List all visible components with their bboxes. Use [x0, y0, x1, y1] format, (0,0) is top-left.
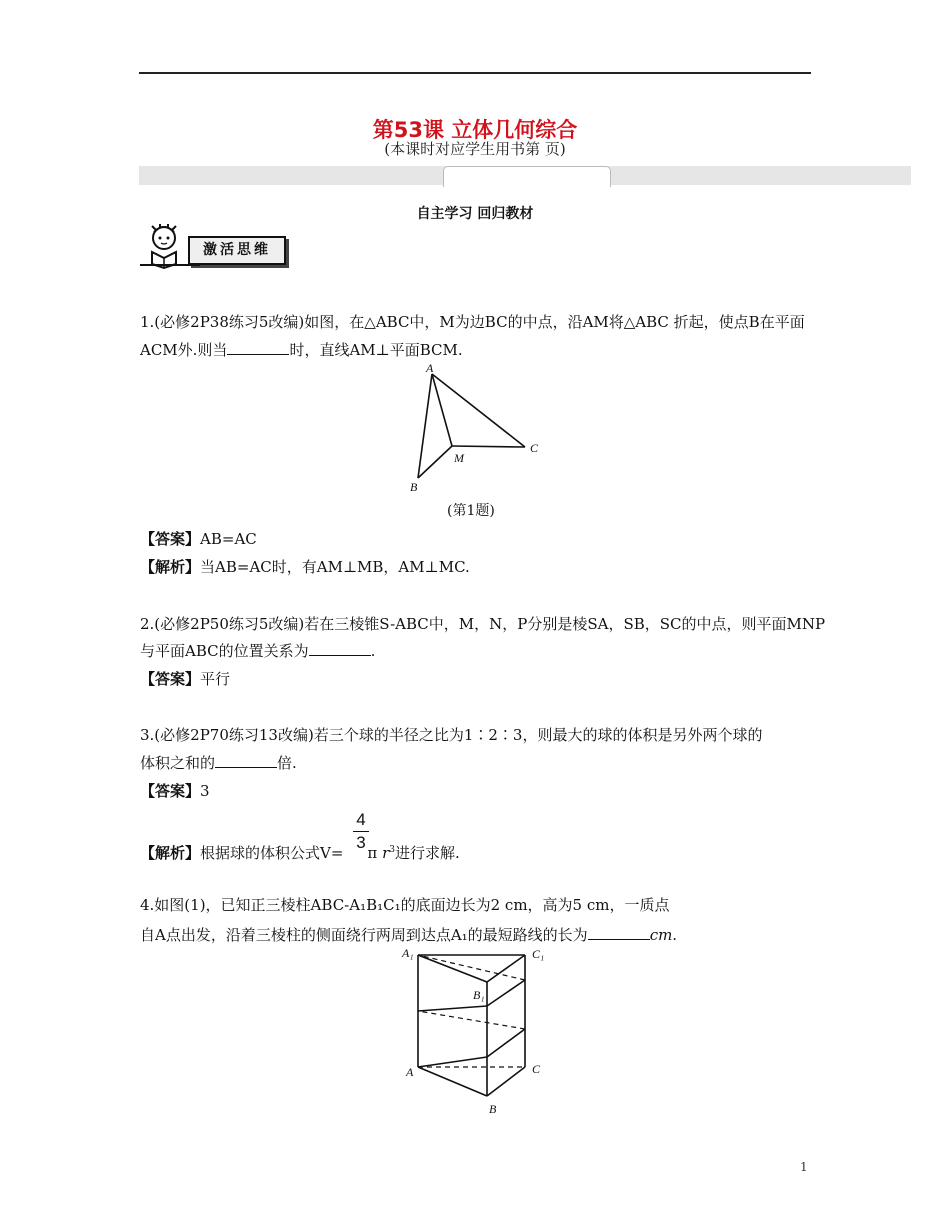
q4-line1: 4.如图(1)，已知正三棱柱ABC-A₁B₁C₁的底面边长为2 cm，高为5 cm，一质点 [140, 896, 670, 914]
q1-figure [400, 360, 550, 495]
q1-edge-bm [418, 446, 452, 478]
page-subtitle: (本课时对应学生用书第 页) [384, 140, 566, 158]
q3-analysis-label: 【解析】 [140, 844, 201, 862]
q4-label-b1: B₁ [473, 988, 485, 1002]
q4-edge-bc [487, 1067, 525, 1096]
q3-analysis-post: 进行求解. [394, 844, 460, 862]
q3-analysis-pre: 根据球的体积公式V= [200, 844, 344, 862]
q4-path-4 [418, 1006, 487, 1011]
q1-edge-ab [418, 374, 432, 478]
q1-analysis-value: 当AB=AC时，有AM⊥MB，AM⊥MC. [200, 558, 470, 576]
q1-answer-label: 【答案】 [140, 530, 201, 548]
q3-analysis-pi: π [367, 844, 378, 862]
q1-edge-mc [452, 446, 525, 447]
q1-line2-post: 时，直线AM⊥平面BCM. [289, 341, 463, 359]
page-number: 1 [800, 1160, 808, 1174]
q2-line2-pre: 与平面ABC的位置关系为 [140, 642, 309, 660]
q2-line2-post: . [370, 642, 376, 660]
q4-line2-unit: cm. [649, 926, 678, 944]
q2-answer-value: 平行 [200, 670, 231, 688]
q3-line2-post: 倍. [277, 754, 297, 772]
q4-label-a1: A₁ [402, 946, 414, 960]
q4-path-2 [487, 1029, 525, 1057]
q3-frac-den: 3 [356, 833, 366, 852]
q1-caption: (第1题) [447, 503, 495, 519]
page-title: 第53课 立体几何综合 [372, 118, 578, 142]
q3-answer-label: 【答案】 [140, 782, 201, 800]
q3-answer-value: 3 [200, 782, 210, 800]
q1-analysis-label: 【解析】 [140, 558, 201, 576]
q1-edge-am [432, 374, 452, 446]
q2-answer-label: 【答案】 [140, 670, 201, 688]
q3-frac-bar [353, 831, 369, 832]
header-rule [139, 72, 811, 74]
q4-line2 [140, 925, 677, 945]
q1-blank [227, 340, 289, 355]
section-title: 自主学习 回归教材 [416, 206, 534, 222]
q1-answer-value: AB=AC [200, 530, 257, 548]
q3-analysis [140, 840, 460, 863]
q4-line2-pre: 自A点出发，沿着三棱柱的侧面绕行两周到达点A₁的最短路线的长为 [140, 926, 588, 944]
q3-line1: 3.(必修2P70练习13改编)若三个球的半径之比为1∶2∶3，则最大的球的体积是另外两个球的 [140, 726, 763, 744]
q4-label-a: A [406, 1065, 414, 1079]
q3-analysis-r: r [382, 844, 390, 862]
badge-label: 激活思维 [188, 236, 286, 265]
q1-label-a: A [426, 361, 434, 375]
q1-answer [140, 529, 257, 549]
q4-figure [398, 945, 558, 1120]
q4-blank [588, 925, 650, 940]
activate-thinking-badge [138, 224, 286, 274]
q1-label-c: C [530, 441, 539, 455]
q2-line1: 2.(必修2P50练习5改编)若在三棱锥S-ABC中，M，N，P分别是棱SA，SB，SC的中点，则平面MNP [140, 615, 826, 633]
q1-analysis [140, 557, 470, 577]
q4-path-3-hidden [418, 1011, 525, 1029]
q4-label-c: C [532, 1062, 541, 1076]
q2-line2 [140, 641, 375, 661]
q4-edge-ab [418, 1067, 487, 1096]
q3-frac-num: 4 [356, 810, 366, 829]
badge-underline [140, 264, 200, 266]
q1-line2-pre: ACM外.则当 [140, 341, 228, 359]
q1-label-b: B [410, 480, 418, 494]
q3-analysis-exp: 3 [389, 845, 395, 855]
header-tab [443, 166, 611, 187]
q3-line2 [140, 753, 297, 773]
q1-label-m: M [454, 451, 464, 465]
q1-line2 [140, 340, 463, 360]
q2-answer [140, 669, 230, 689]
q3-line2-pre: 体积之和的 [140, 754, 216, 772]
q4-label-b: B [489, 1102, 497, 1116]
q4-path-5 [487, 980, 525, 1006]
q3-answer [140, 781, 210, 801]
q2-blank [309, 641, 371, 656]
q4-path-1 [418, 1057, 487, 1067]
q4-label-c1: C₁ [532, 947, 545, 961]
q1-line1: 1.(必修2P38练习5改编)如图，在△ABC中，M为边BC的中点，沿AM将△ABC 折起，使点B在平面 [140, 313, 805, 331]
q3-blank [215, 753, 277, 768]
q4-edge-b1c1 [487, 955, 525, 982]
q1-edge-ac [432, 374, 525, 447]
